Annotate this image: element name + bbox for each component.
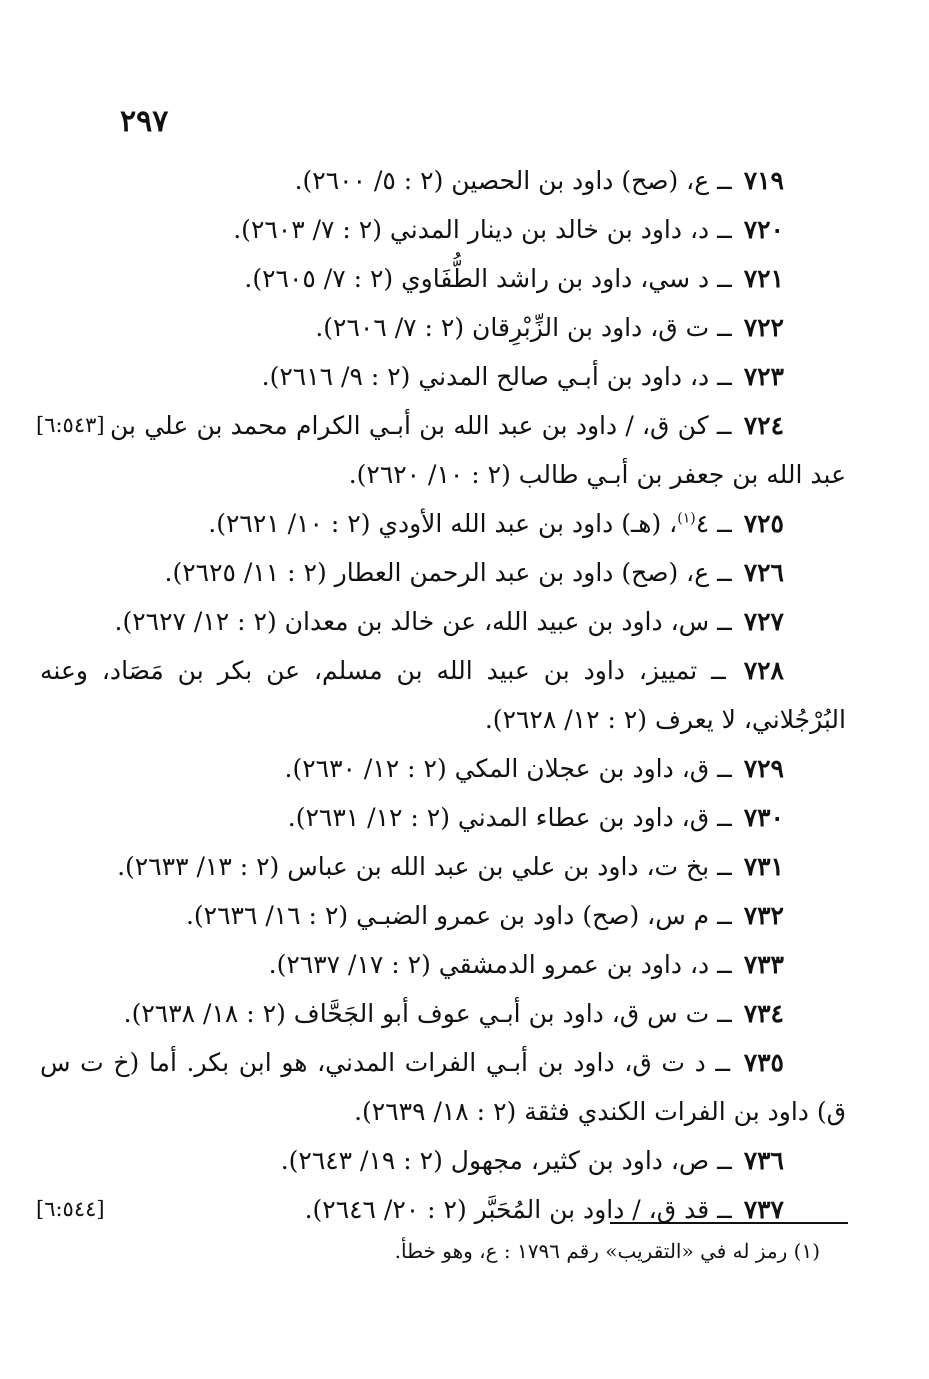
entry-number: ٧٢٨ xyxy=(743,656,784,685)
entry-text: ــ د، داود بن أبـي صالح المدني (٢ : ٩/ ٢٦١٦). xyxy=(261,362,732,391)
entry-number: ٧٢١ xyxy=(743,264,784,293)
entry-number: ٧٣٣ xyxy=(743,950,784,979)
entry-text: ــ د، داود بن خالد بن دينار المدني (٢ : ٧/ ٢٦٠٣). xyxy=(233,215,732,244)
entry-719 xyxy=(40,156,846,205)
entry-text: ــ د ت ق، داود بن أبـي الفرات المدني، هو ابن بكر. أما (خ ت س ق) داود بن الفرات الكندي فثقة (٢ : ١٨/ ٢٦٣٩). xyxy=(40,1048,846,1126)
entry-723 xyxy=(40,352,846,401)
entry-number: ٧١٩ xyxy=(743,166,784,195)
entry-number: ٧٢٣ xyxy=(743,362,784,391)
entry-728 xyxy=(40,646,846,744)
entry-720 xyxy=(40,205,846,254)
entry-number: ٧٢٦ xyxy=(743,558,784,587)
entry-730 xyxy=(40,793,846,842)
entry-724 xyxy=(36,401,846,499)
entry-722 xyxy=(40,303,846,352)
entry-text-start: ــ ٤ xyxy=(695,509,732,538)
entry-725 xyxy=(40,499,846,548)
entry-text: ــ م س، (صح) داود بن عمرو الضبـي (٢ : ١٦/ ٢٦٣٦). xyxy=(185,901,732,930)
entry-text: ــ ق، داود بن عجلان المكي (٢ : ١٢/ ٢٦٣٠). xyxy=(284,754,732,783)
entry-text: ــ بخ ت، داود بن علي بن عبد الله بن عباس (٢ : ١٣/ ٢٦٣٣). xyxy=(117,852,732,881)
footnote xyxy=(320,1236,820,1266)
entry-text: ــ ص، داود بن كثير، مجهول (٢ : ١٩/ ٢٦٤٣). xyxy=(280,1146,732,1175)
entry-number: ٧٣١ xyxy=(743,852,784,881)
entry-number: ٧٢٢ xyxy=(743,313,784,342)
page-number: ٢٩٧ xyxy=(120,104,169,139)
entry-number: ٧٣٠ xyxy=(743,803,784,832)
entry-number: ٧٢٥ xyxy=(743,509,784,538)
entry-text: ــ د سي، داود بن راشد الطُّفَاوي (٢ : ٧/ ٢٦٠٥). xyxy=(244,264,732,293)
entry-736 xyxy=(40,1136,846,1185)
entry-text: ــ ت ق، داود بن الزِّبْرِقان (٢ : ٧/ ٢٦٠٦). xyxy=(315,313,732,342)
entry-number: ٧٢٧ xyxy=(743,607,784,636)
entry-text: ــ ق، داود بن عطاء المدني (٢ : ١٢/ ٢٦٣١). xyxy=(287,803,732,832)
entry-727 xyxy=(40,597,846,646)
entry-text-end: ، (هـ) داود بن عبد الله الأودي (٢ : ١٠/ ٢٦٢١). xyxy=(208,509,678,538)
entry-732 xyxy=(40,891,846,940)
entry-number: ٧٣٦ xyxy=(743,1146,784,1175)
entry-text: ــ كن ق، / داود بن عبد الله بن أبـي الكرام محمد بن علي بن عبد الله بن جعفر بن أبـي طالب (٢ : ١٠/ ٢٦٢٠). xyxy=(110,411,846,489)
footnote-marker: (١) xyxy=(677,510,696,527)
entry-text: ــ تمييز، داود بن عبيد الله بن مسلم، عن بكر بن مَصَاد، وعنه البُرْجُلاني، لا يعرف (٢ : ١٢/ ٢٦٢٨). xyxy=(40,656,846,734)
footnote-marker: (١) xyxy=(793,1239,820,1263)
entry-text: ــ ع، (صح) داود بن عبد الرحمن العطار (٢ : ١١/ ٢٦٢٥). xyxy=(164,558,732,587)
entry-737 xyxy=(36,1185,846,1234)
entry-735 xyxy=(40,1038,846,1136)
entry-text: ــ قد ق، / داود بن المُحَبَّر (٢ : ٢٠/ ٢٦٤٦). xyxy=(304,1195,732,1224)
entry-number: ٧٣٥ xyxy=(743,1048,784,1077)
entry-number: ٧٢٠ xyxy=(743,215,784,244)
entry-number: ٧٣٧ xyxy=(743,1195,784,1224)
entry-number: ٧٢٤ xyxy=(743,411,785,440)
entry-729 xyxy=(40,744,846,793)
entry-text: ــ س، داود بن عبيد الله، عن خالد بن معدان (٢ : ١٢/ ٢٦٢٧). xyxy=(114,607,732,636)
entry-text: ــ ع، (صح) داود بن الحصين (٢ : ٥/ ٢٦٠٠). xyxy=(294,166,732,195)
entry-726 xyxy=(40,548,846,597)
entry-731 xyxy=(40,842,846,891)
entry-list xyxy=(36,156,846,1234)
entry-text: ــ ت س ق، داود بن أبـي عوف أبو الجَحَّاف (٢ : ١٨/ ٢٦٣٨). xyxy=(123,999,732,1028)
entry-number: ٧٢٩ xyxy=(743,754,784,783)
entry-721 xyxy=(40,254,846,303)
footnote-divider xyxy=(610,1222,848,1224)
entry-734 xyxy=(40,989,846,1038)
entry-text: ــ د، داود بن عمرو الدمشقي (٢ : ١٧/ ٢٦٣٧). xyxy=(268,950,732,979)
edition-page-reference: [٦:٥٤٣] xyxy=(36,413,105,437)
footnote-text: رمز له في «التقريب» رقم ١٧٩٦ : ع، وهو خطأ. xyxy=(394,1239,788,1263)
entry-number: ٧٣٤ xyxy=(743,999,784,1028)
entry-number: ٧٣٢ xyxy=(743,901,784,930)
entry-733 xyxy=(40,940,846,989)
edition-page-reference: [٦:٥٤٤] xyxy=(36,1197,105,1221)
